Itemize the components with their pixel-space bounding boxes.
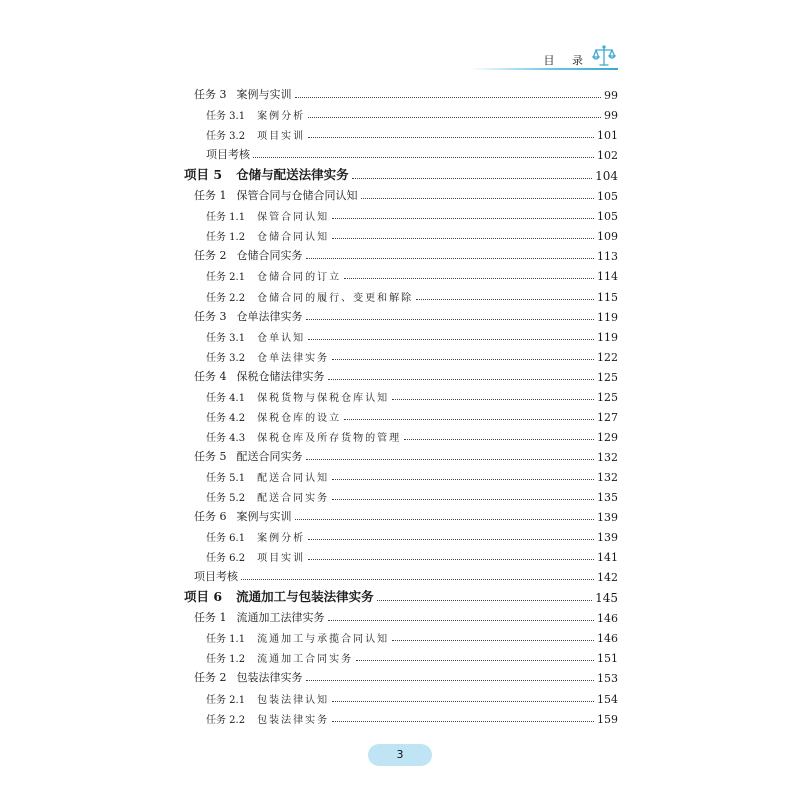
toc-page-number: 129 — [597, 430, 618, 444]
dot-leader — [306, 680, 595, 681]
toc-entry-title: 保管合同与仓储合同认知 — [236, 189, 358, 203]
toc-entry-title: 包装法律认知 — [257, 694, 330, 706]
toc-page-number: 101 — [597, 129, 618, 143]
toc-entry-label — [206, 289, 413, 304]
toc-entry-label — [194, 568, 238, 584]
toc-subtask-row[interactable] — [206, 324, 618, 344]
toc-entry-label — [184, 587, 374, 605]
toc-page-number: 125 — [597, 390, 618, 404]
toc-entry-title: 流通加工与包装法律实务 — [236, 589, 374, 605]
toc-page-number: 109 — [597, 230, 618, 244]
toc-entry-number: 任务 2.1 — [206, 694, 246, 706]
toc-page-number: 139 — [597, 531, 618, 545]
toc-entry-number: 任务 3 — [194, 88, 227, 101]
dot-leader — [332, 238, 594, 239]
toc-entry-number: 任务 4 — [194, 369, 227, 383]
toc-entry-title: 项目实训 — [257, 131, 306, 143]
page-number-badge — [368, 744, 432, 766]
dot-leader — [295, 519, 595, 520]
toc-entry-label — [206, 469, 329, 484]
toc-entry-title: 仓储合同的订立 — [257, 272, 342, 284]
toc-entry-number: 任务 1.2 — [206, 654, 246, 666]
toc-task-row[interactable] — [194, 665, 618, 685]
toc-entry-label — [194, 187, 358, 203]
dot-leader — [253, 157, 594, 158]
dot-leader — [308, 539, 594, 540]
toc-task-row[interactable] — [194, 243, 618, 263]
dot-leader — [328, 379, 595, 380]
toc-entry-number: 任务 1.2 — [206, 232, 246, 244]
toc-entry-title: 案例分析 — [257, 533, 306, 545]
dot-leader — [344, 278, 594, 279]
toc-entry-number: 任务 4.3 — [206, 432, 246, 444]
toc-entry-title: 项目考核 — [194, 570, 238, 584]
toc-page-number: 102 — [597, 149, 618, 163]
toc-subtask-row[interactable] — [206, 384, 618, 404]
toc-entry-label — [194, 448, 303, 464]
toc-entry-label — [206, 409, 341, 424]
toc-subtask-row[interactable] — [206, 344, 618, 364]
toc-page-number: 146 — [597, 632, 618, 646]
toc-entry-title: 保税货物与保税仓库认知 — [257, 392, 390, 404]
toc-entry-label — [206, 711, 329, 726]
toc-chapter-row[interactable] — [184, 163, 618, 183]
toc-page-number: 122 — [597, 350, 618, 364]
toc-page-number: 114 — [597, 270, 618, 284]
toc-entry-label — [206, 127, 305, 142]
toc-page-number: 154 — [597, 692, 618, 706]
toc-task-row[interactable] — [194, 444, 618, 464]
toc-entry-label — [206, 268, 341, 283]
toc-entry-number: 任务 5 — [194, 449, 227, 463]
toc-page-number: 115 — [597, 290, 618, 304]
toc-entry-number: 任务 1 — [194, 611, 227, 625]
toc-entry-label — [194, 86, 292, 102]
toc-entry-label — [206, 228, 329, 243]
toc-task-row[interactable] — [194, 605, 618, 625]
toc-task-row[interactable] — [194, 304, 618, 324]
toc-entry-title: 仓储合同的履行、变更和解除 — [257, 292, 414, 304]
toc-entry-label — [206, 146, 250, 162]
toc-subtask-row[interactable] — [206, 284, 618, 304]
toc-page-number: 104 — [595, 169, 618, 184]
dot-leader — [295, 97, 602, 98]
toc-subtask-row[interactable] — [206, 645, 618, 665]
toc-entry-title: 包装法律实务 — [236, 671, 303, 685]
page-number: 3 — [396, 748, 404, 761]
dot-leader — [352, 178, 593, 179]
dot-leader — [241, 579, 594, 580]
dot-leader — [308, 117, 601, 118]
toc-subtask-row[interactable] — [206, 263, 618, 283]
toc-entry-title: 流通加工与承揽合同认知 — [257, 634, 390, 646]
toc-subtask-row[interactable] — [206, 122, 618, 142]
toc-entry-label — [206, 630, 389, 645]
toc-page-number: 159 — [597, 712, 618, 726]
toc-entry-number: 任务 1 — [194, 189, 227, 203]
toc-subtask-row[interactable] — [206, 524, 618, 544]
toc-entry-title: 案例与实训 — [236, 510, 292, 524]
toc-entry-number: 任务 2.1 — [206, 272, 246, 284]
toc-entry-label — [206, 107, 305, 122]
toc-entry-number: 任务 2.2 — [206, 714, 246, 726]
toc-page-number: 135 — [597, 491, 618, 504]
dot-leader — [308, 339, 594, 340]
toc-entry-label — [206, 208, 329, 223]
toc-entry-number: 项目 5 — [184, 167, 223, 183]
toc-entry-label — [206, 389, 389, 404]
toc-page-number: 153 — [597, 672, 618, 686]
toc-page-number: 145 — [595, 591, 618, 606]
toc-entry-number: 项目 6 — [184, 589, 223, 605]
toc-entry-label — [194, 609, 325, 625]
toc-entry-number: 任务 6.1 — [206, 533, 246, 545]
dot-leader — [306, 319, 595, 320]
toc-subtask-row[interactable] — [206, 464, 618, 484]
toc-entry-title: 配送合同实务 — [236, 449, 303, 463]
toc-entry-title: 仓单法律实务 — [236, 309, 303, 323]
toc-entry-label — [206, 650, 353, 665]
toc-entry-title: 项目实训 — [257, 553, 306, 565]
toc-entry-number: 任务 4.2 — [206, 412, 246, 424]
toc-entry-number: 任务 1.1 — [206, 212, 246, 224]
toc-entry-label — [194, 247, 303, 263]
toc-entry-title: 仓储合同实务 — [236, 249, 303, 263]
dot-leader — [344, 419, 594, 420]
toc-entry-number: 任务 4.1 — [206, 392, 246, 404]
dot-leader — [332, 359, 594, 360]
toc-page-number: 151 — [597, 652, 618, 666]
toc-subtask-row[interactable] — [206, 404, 618, 424]
dot-leader — [416, 299, 594, 300]
toc-page-number: 132 — [597, 450, 618, 464]
dot-leader — [328, 620, 595, 621]
toc-entry-label — [206, 329, 305, 344]
toc-entry-title: 保税仓库及所存货物的管理 — [257, 432, 402, 444]
toc-subtask-row[interactable] — [206, 203, 618, 223]
toc-entry-number: 任务 6.2 — [206, 553, 246, 565]
dot-leader — [332, 479, 594, 480]
toc-task-row[interactable] — [194, 364, 618, 384]
toc-entry-title: 仓单认知 — [257, 332, 306, 344]
toc-entry-title: 流通加工法律实务 — [236, 611, 325, 625]
toc-task-row[interactable] — [194, 504, 618, 524]
toc-entry-title: 配送合同实务 — [257, 493, 330, 504]
toc-entry-label — [206, 529, 305, 544]
toc-entry-number: 任务 3 — [194, 309, 227, 323]
toc-entry-title: 保管合同认知 — [257, 212, 330, 224]
toc-entry-number: 任务 5.2 — [206, 493, 246, 504]
toc-entry-title: 仓单法律实务 — [257, 352, 330, 364]
toc-entry-label — [206, 489, 329, 504]
toc-entry-title: 流通加工合同实务 — [257, 654, 354, 666]
scales-of-justice-icon — [592, 44, 616, 68]
dot-leader — [377, 600, 593, 601]
toc-entry-number: 任务 1.1 — [206, 634, 246, 646]
toc-entry-number: 任务 2 — [194, 671, 227, 685]
toc-entry-label — [194, 669, 303, 685]
toc-entry-label — [194, 368, 325, 384]
dot-leader — [356, 660, 594, 661]
toc-review-row[interactable] — [194, 564, 618, 584]
toc-subtask-row[interactable] — [206, 706, 618, 726]
dot-leader — [308, 559, 594, 560]
dot-leader — [332, 218, 594, 219]
toc-entry-label — [184, 165, 349, 183]
toc-subtask-row[interactable] — [206, 544, 618, 564]
toc-entry-label — [206, 429, 401, 444]
toc-entry-number: 任务 6 — [194, 510, 227, 524]
toc-entry-number: 任务 3.2 — [206, 352, 246, 364]
toc-entry-title: 保税仓储法律实务 — [236, 369, 325, 383]
toc-subtask-row[interactable] — [206, 625, 618, 645]
toc-chapter-row[interactable] — [184, 585, 618, 605]
dot-leader — [392, 640, 594, 641]
toc-entry-title: 仓储合同认知 — [257, 232, 330, 244]
dot-leader — [332, 721, 594, 722]
toc-entry-number: 任务 2 — [194, 249, 227, 263]
toc-subtask-row[interactable] — [206, 686, 618, 706]
toc-entry-title: 案例分析 — [257, 111, 306, 123]
running-header — [470, 44, 618, 70]
dot-leader — [361, 198, 595, 199]
toc-page-number: 119 — [597, 330, 618, 344]
toc-entry-title: 案例与实训 — [236, 88, 292, 101]
toc-entry-title: 包装法律实务 — [257, 714, 330, 726]
toc-page-number: 146 — [597, 612, 618, 626]
dot-leader — [306, 258, 595, 259]
toc-entry-title: 仓储与配送法律实务 — [236, 167, 349, 183]
toc-review-row[interactable] — [206, 142, 618, 162]
toc-subtask-row[interactable] — [206, 424, 618, 444]
toc-page-number: 105 — [597, 210, 618, 224]
toc-page-number: 139 — [597, 511, 618, 525]
toc-page-number: 125 — [597, 370, 618, 384]
toc-entry-label — [206, 549, 305, 564]
dot-leader — [332, 499, 594, 500]
toc-subtask-row[interactable] — [206, 223, 618, 243]
header-title: 目 录 — [543, 54, 590, 67]
toc-page-number: 142 — [597, 571, 618, 585]
toc-entry-label — [194, 308, 303, 324]
dot-leader — [332, 701, 594, 702]
toc-page-number: 132 — [597, 470, 618, 484]
toc-page-number: 141 — [597, 551, 618, 565]
header-rule — [470, 68, 618, 70]
toc-entry-number: 任务 3.1 — [206, 332, 246, 344]
toc-entry-label — [206, 349, 329, 364]
toc-page-number: 99 — [604, 89, 618, 102]
toc-page-number: 119 — [597, 310, 618, 324]
toc-entry-number: 任务 3.1 — [206, 111, 246, 123]
toc-entry-number: 任务 5.1 — [206, 472, 246, 484]
toc-task-row[interactable] — [194, 183, 618, 203]
toc-page-number: 99 — [604, 109, 618, 123]
toc-subtask-row[interactable] — [206, 102, 618, 122]
toc-entry-number: 任务 3.2 — [206, 131, 246, 143]
toc-page-number: 113 — [597, 250, 618, 264]
toc-subtask-row[interactable] — [206, 484, 618, 504]
toc-entry-title: 保税仓库的设立 — [257, 412, 342, 424]
dot-leader — [308, 137, 594, 138]
toc-page-number: 105 — [597, 190, 618, 204]
toc-entry-label — [194, 508, 292, 524]
toc-entry-title: 项目考核 — [206, 148, 250, 162]
toc-entry-title: 配送合同认知 — [257, 472, 330, 484]
toc-page-number: 127 — [597, 410, 618, 424]
toc-entry-number: 任务 2.2 — [206, 292, 246, 304]
dot-leader — [404, 439, 594, 440]
toc-task-row[interactable] — [194, 82, 618, 102]
dot-leader — [306, 459, 595, 460]
dot-leader — [392, 399, 594, 400]
toc-entry-label — [206, 691, 329, 706]
